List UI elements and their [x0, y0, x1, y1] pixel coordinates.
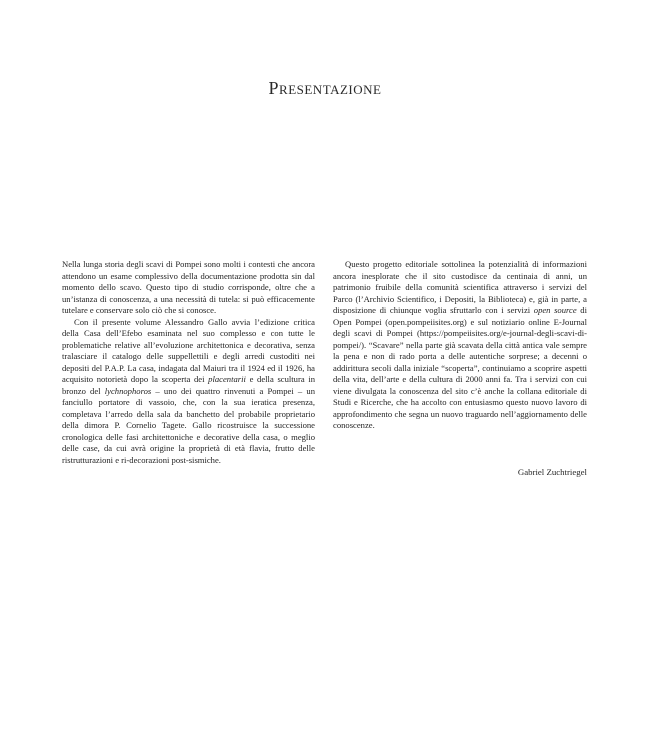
paragraph: [62, 317, 315, 467]
text-run: – uno dei quattro rinvenuti a Pompei – un fanciullo portatore di vassoio, che, con la sua ieratica presenza, completava l’arredo della sala da banchetto del probabile proprietario della dimora P. Cornelio Tagete. Gallo ricostruisce la successione cronologica delle fasi architettoniche e decorative della casa, o meglio delle case, da cui avrà origine la proprietà di età flavia, frutto delle ristrutturazioni e ri-decorazioni post-sismiche.: [62, 385, 315, 465]
italic-term: open source: [533, 305, 577, 315]
text-run: e della scultura in bronzo del: [62, 374, 316, 396]
page-title: Presentazione: [268, 78, 382, 98]
italic-term: lychnophoros: [104, 385, 152, 396]
italic-term: placentarii: [208, 374, 246, 384]
text-run: Questo progetto editoriale sottolinea la potenzialità di informazioni ancora inesplorate che il sito custodisce da centinaia di anni, un patrimonio fruibile della comunità scientifica attraverso i servizi del Parco (l’Archivio Scientifico, i Depositi, la Biblioteca) e, già in parte, a disposizione di chiunque voglia sfruttarlo con i servizi: [333, 259, 587, 315]
paragraph: Nella lunga storia degli scavi di Pompei sono molti i contesti che ancora attendono un esame complessivo della documentazione prodotta sin dal momento dello scavo. Questo tipo di studio corrisponde, oltre che a un’istanza di conoscenza, a una necessità di tutela: si può efficacemente tutelare e conservare solo ciò che si conosce.: [62, 259, 315, 315]
paragraph: [333, 259, 587, 432]
right-column: [333, 259, 587, 432]
left-column: [62, 259, 315, 466]
text-run: Con il presente volume Alessandro Gallo avvia l’edizione critica della Casa dell’Efebo esaminata nel suo complesso e con tutte le problematiche relative all’evoluzione architettonica e decorativa, senza tralasciare il catalogo delle suppellettili e degli arredi custoditi nei depositi del P.A.P. La casa, indagata dal Maiuri tra il 1924 ed il 1926, ha acquisito notorietà dopo la scoperta dei: [62, 316, 315, 384]
signature: Gabriel Zuchtriegel: [517, 467, 587, 477]
text-run: di Open Pompei (open.pompeiisites.org) e sul notiziario online E-Journal degli scavi di Pompei (https://pompeiisites.org/e-journal-degli-scavi-di-pompei/). “Scavare” nella parte già scavata della città antica vale sempre la pena e non di rado porta a delle autentiche sorprese; a decenni o addirittura secoli dalla iniziale “scoperta”, continuiamo a scoprire aspetti della vita, dell’arte e della cultura di 2000 anni fa. Tra i servizi con cui viene divulgata la conoscenza del sito c’è anche la collana editoriale di Studi e Ricerche, che ha accolto con entusiasmo questo nuovo lavoro di approfondimento che segna un nuovo traguardo nell’aggiornamento delle conoscenze.: [333, 305, 587, 430]
